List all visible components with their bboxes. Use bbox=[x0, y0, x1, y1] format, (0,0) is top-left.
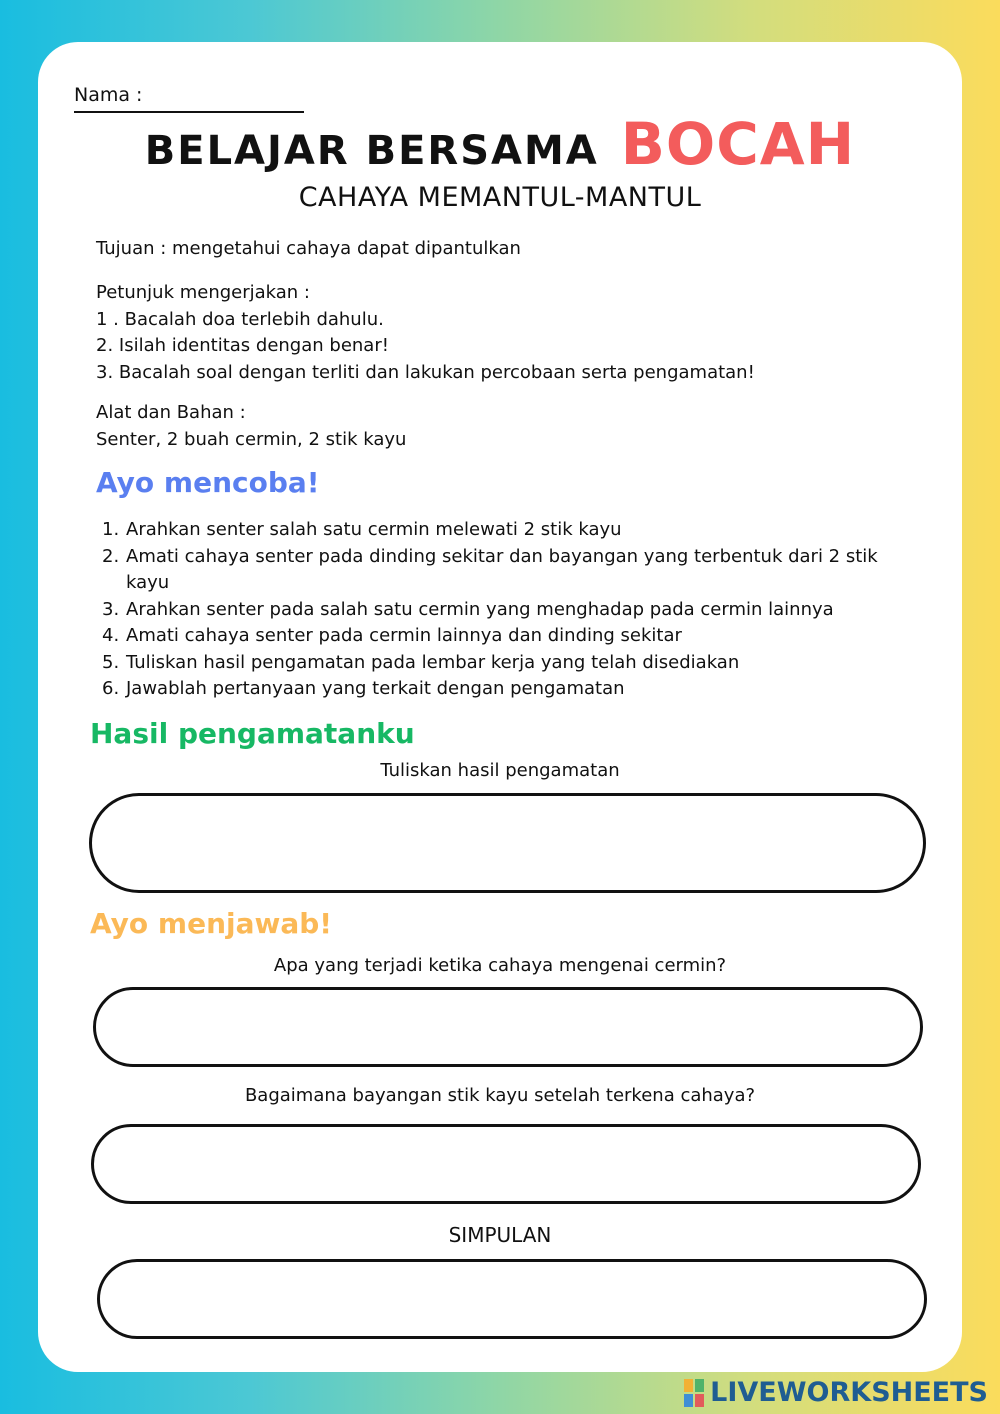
logo-square bbox=[684, 1394, 693, 1407]
brand-text: LIVEWORKSHEETS bbox=[710, 1377, 988, 1408]
alat-items: Senter, 2 buah cermin, 2 stik kayu bbox=[96, 428, 407, 450]
question-1: Apa yang terjadi ketika cahaya mengenai cermin? bbox=[273, 955, 727, 976]
menjawab-heading: Ayo menjawab! bbox=[90, 907, 333, 940]
answer-box-1[interactable] bbox=[93, 987, 923, 1067]
list-item bbox=[102, 544, 922, 597]
hasil-heading: Hasil pengamatanku bbox=[90, 717, 415, 750]
alat-section bbox=[96, 400, 406, 453]
petunjuk-item: 3. Bacalah soal dengan terliti dan lakukan percobaan serta pengamatan! bbox=[96, 361, 755, 383]
answer-box-2[interactable] bbox=[91, 1124, 921, 1204]
petunjuk-title: Petunjuk mengerjakan : bbox=[96, 282, 310, 303]
step-text: Tuliskan hasil pengamatan pada lembar kerja yang telah disediakan bbox=[126, 651, 740, 673]
tujuan-text: Tujuan : mengetahui cahaya dapat dipantulkan bbox=[96, 238, 521, 259]
list-item bbox=[102, 517, 922, 544]
step-number: 6. bbox=[102, 678, 120, 699]
steps-list bbox=[102, 517, 922, 703]
step-text: Jawablah pertanyaan yang terkait dengan pengamatan bbox=[126, 678, 625, 699]
simpulan-answer-box[interactable] bbox=[97, 1259, 927, 1339]
petunjuk-item: 2. Isilah identitas dengan benar! bbox=[96, 335, 389, 356]
liveworksheets-brand bbox=[684, 1377, 988, 1408]
petunjuk-item: 1 . Bacalah doa terlebih dahulu. bbox=[96, 308, 384, 330]
page-subtitle: CAHAYA MEMANTUL-MANTUL bbox=[298, 182, 702, 213]
step-number: 4. bbox=[102, 625, 120, 646]
step-text: Arahkan senter pada salah satu cermin yang menghadap pada cermin lainnya bbox=[126, 598, 834, 620]
step-number: 5. bbox=[102, 651, 120, 673]
name-label: Nama : bbox=[74, 84, 143, 106]
hasil-answer-box[interactable] bbox=[89, 793, 926, 893]
list-item bbox=[102, 676, 922, 703]
page-title bbox=[38, 110, 962, 178]
step-text: Amati cahaya senter pada dinding sekitar dan bayangan yang terbentuk dari 2 stik kayu bbox=[126, 545, 878, 593]
logo-square bbox=[695, 1379, 704, 1392]
list-item bbox=[102, 650, 922, 677]
mencoba-heading: Ayo mencoba! bbox=[96, 466, 320, 499]
question-2: Bagaimana bayangan stik kayu setelah terkena cahaya? bbox=[244, 1085, 756, 1106]
list-item bbox=[102, 597, 922, 624]
title-accent: BOCAH bbox=[620, 110, 856, 178]
logo-square bbox=[684, 1379, 693, 1392]
step-text: Amati cahaya senter pada cermin lainnya dan dinding sekitar bbox=[126, 625, 682, 646]
liveworksheets-logo-icon bbox=[684, 1379, 704, 1407]
step-number: 1. bbox=[102, 519, 120, 540]
title-main: BELAJAR BERSAMA bbox=[144, 128, 599, 174]
step-number: 3. bbox=[102, 598, 120, 620]
hasil-prompt: Tuliskan hasil pengamatan bbox=[380, 760, 620, 781]
simpulan-label: SIMPULAN bbox=[448, 1223, 552, 1247]
logo-square bbox=[695, 1394, 704, 1407]
worksheet-page bbox=[38, 42, 962, 1372]
step-text: Arahkan senter salah satu cermin melewati 2 stik kayu bbox=[126, 519, 622, 540]
list-item bbox=[102, 623, 922, 650]
step-number: 2. bbox=[102, 545, 120, 567]
petunjuk-section bbox=[96, 280, 755, 386]
alat-title: Alat dan Bahan : bbox=[96, 402, 246, 423]
